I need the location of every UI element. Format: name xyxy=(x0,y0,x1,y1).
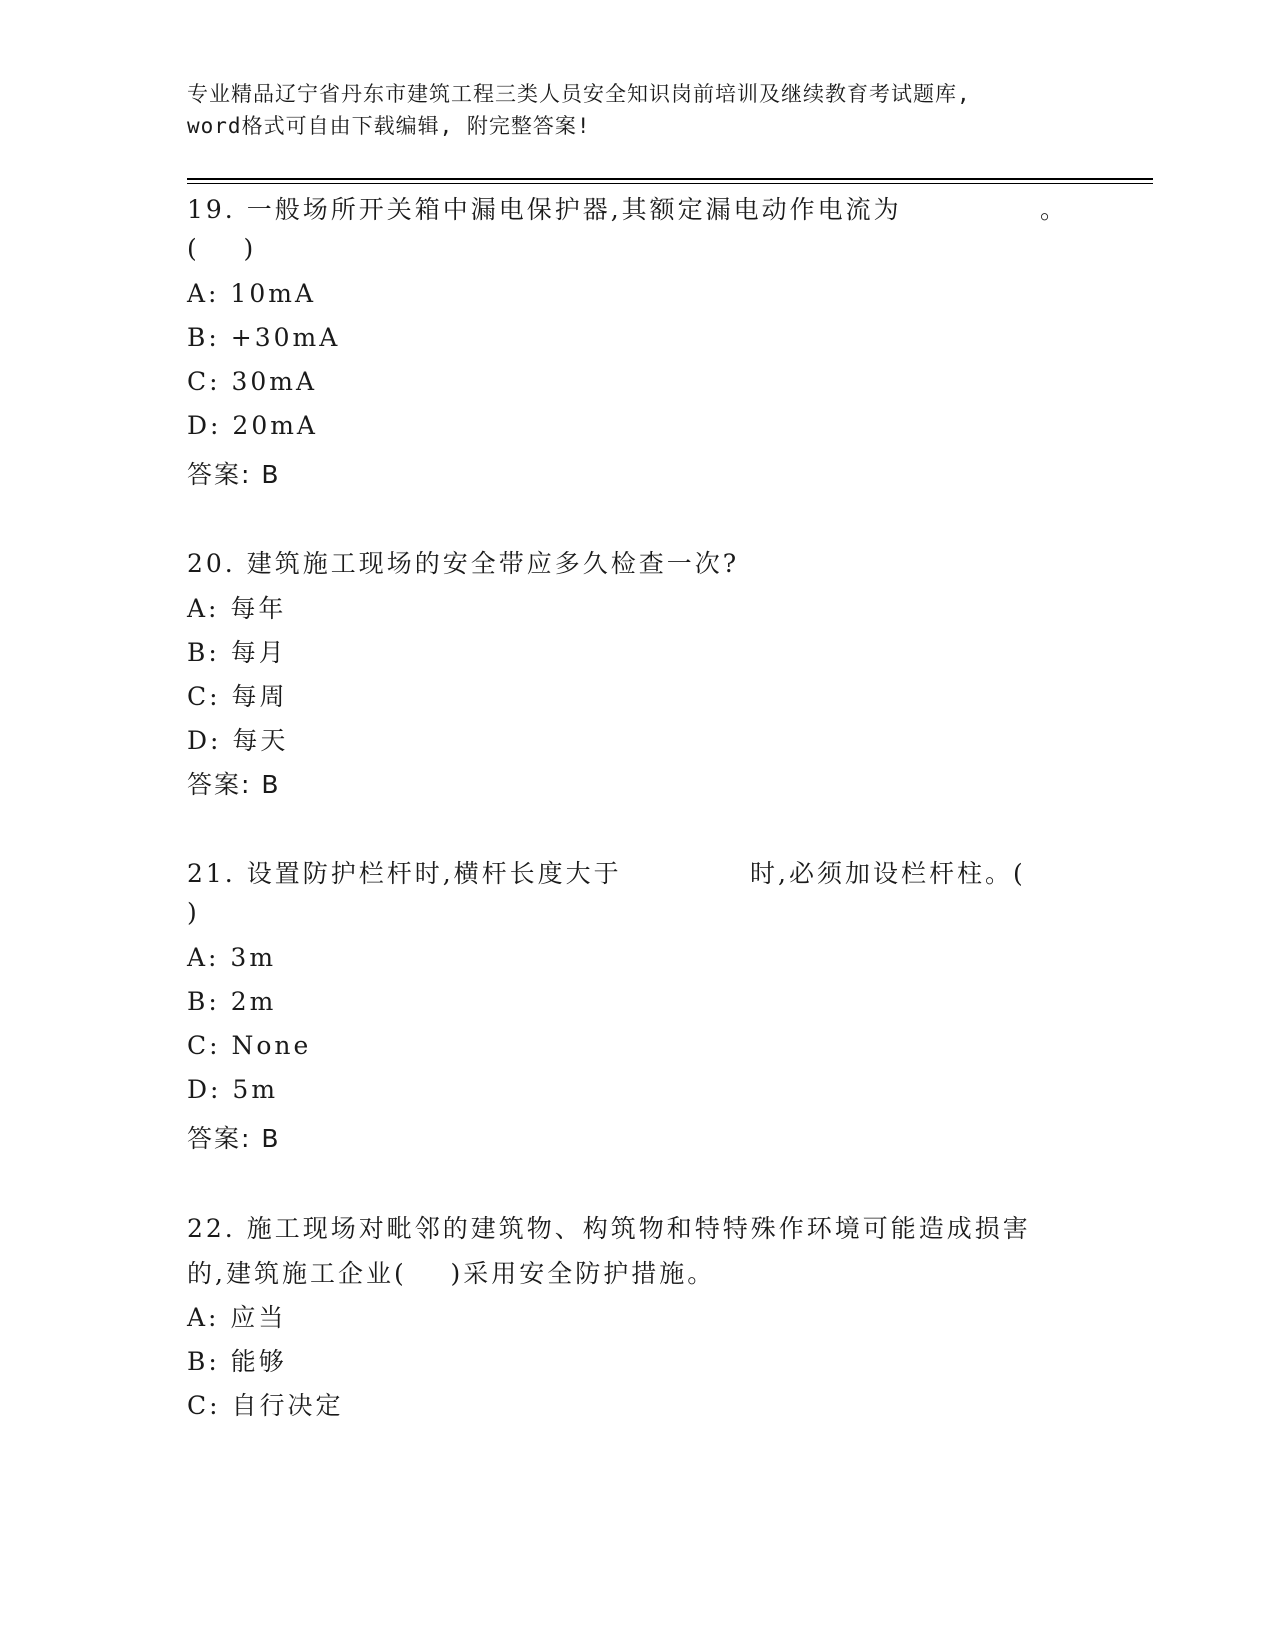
header-divider-thin xyxy=(187,183,1153,184)
question-20-option-b: B: 每月 xyxy=(187,638,287,667)
question-22-stem: 22. 施工现场对毗邻的建筑物、构筑物和特特殊作环境可能造成损害 xyxy=(187,1214,1031,1243)
question-21-stem: 21. 设置防护栏杆时,横杆长度大于 xyxy=(187,859,622,888)
question-22-option-b: B: 能够 xyxy=(187,1347,287,1376)
question-19-option-b: B: +30mA xyxy=(187,323,341,352)
question-20-answer: 答案: B xyxy=(187,770,281,799)
question-20-stem: 20. 建筑施工现场的安全带应多久检查一次? xyxy=(187,549,740,578)
question-21-option-d: D: 5m xyxy=(187,1075,279,1104)
question-19-answer: 答案: B xyxy=(187,460,281,489)
question-19-stem-cont: ( ) xyxy=(187,234,257,263)
question-20-option-a: A: 每年 xyxy=(187,594,287,623)
document-header-line-2: word格式可自由下载编辑, 附完整答案! xyxy=(187,114,591,138)
question-21-option-b: B: 2m xyxy=(187,987,277,1016)
question-19-option-d: D: 20mA xyxy=(187,411,318,440)
question-22-option-a: A: 应当 xyxy=(187,1303,287,1332)
question-21-option-c: C: None xyxy=(187,1031,312,1060)
header-divider-thick xyxy=(187,178,1153,180)
question-22-stem-cont: 的,建筑施工企业( )采用安全防护措施。 xyxy=(187,1259,716,1288)
question-21-stem-tail: 时,必须加设栏杆柱。( xyxy=(750,859,1026,888)
question-21-option-a: A: 3m xyxy=(187,943,277,972)
question-19-stem: 19. 一般场所开关箱中漏电保护器,其额定漏电动作电流为 xyxy=(187,195,902,224)
document-header-line-1: 专业精品辽宁省丹东市建筑工程三类人员安全知识岗前培训及继续教育考试题库, xyxy=(187,82,971,106)
question-21-stem-cont: ) xyxy=(187,898,200,927)
question-19-option-c: C: 30mA xyxy=(187,367,318,396)
question-21-answer: 答案: B xyxy=(187,1124,281,1153)
question-22-option-c: C: 自行决定 xyxy=(187,1391,344,1420)
question-19-option-a: A: 10mA xyxy=(187,279,316,308)
question-20-option-d: D: 每天 xyxy=(187,726,289,755)
question-20-option-c: C: 每周 xyxy=(187,682,288,711)
question-19-stem-tail: 。 xyxy=(1040,195,1069,224)
